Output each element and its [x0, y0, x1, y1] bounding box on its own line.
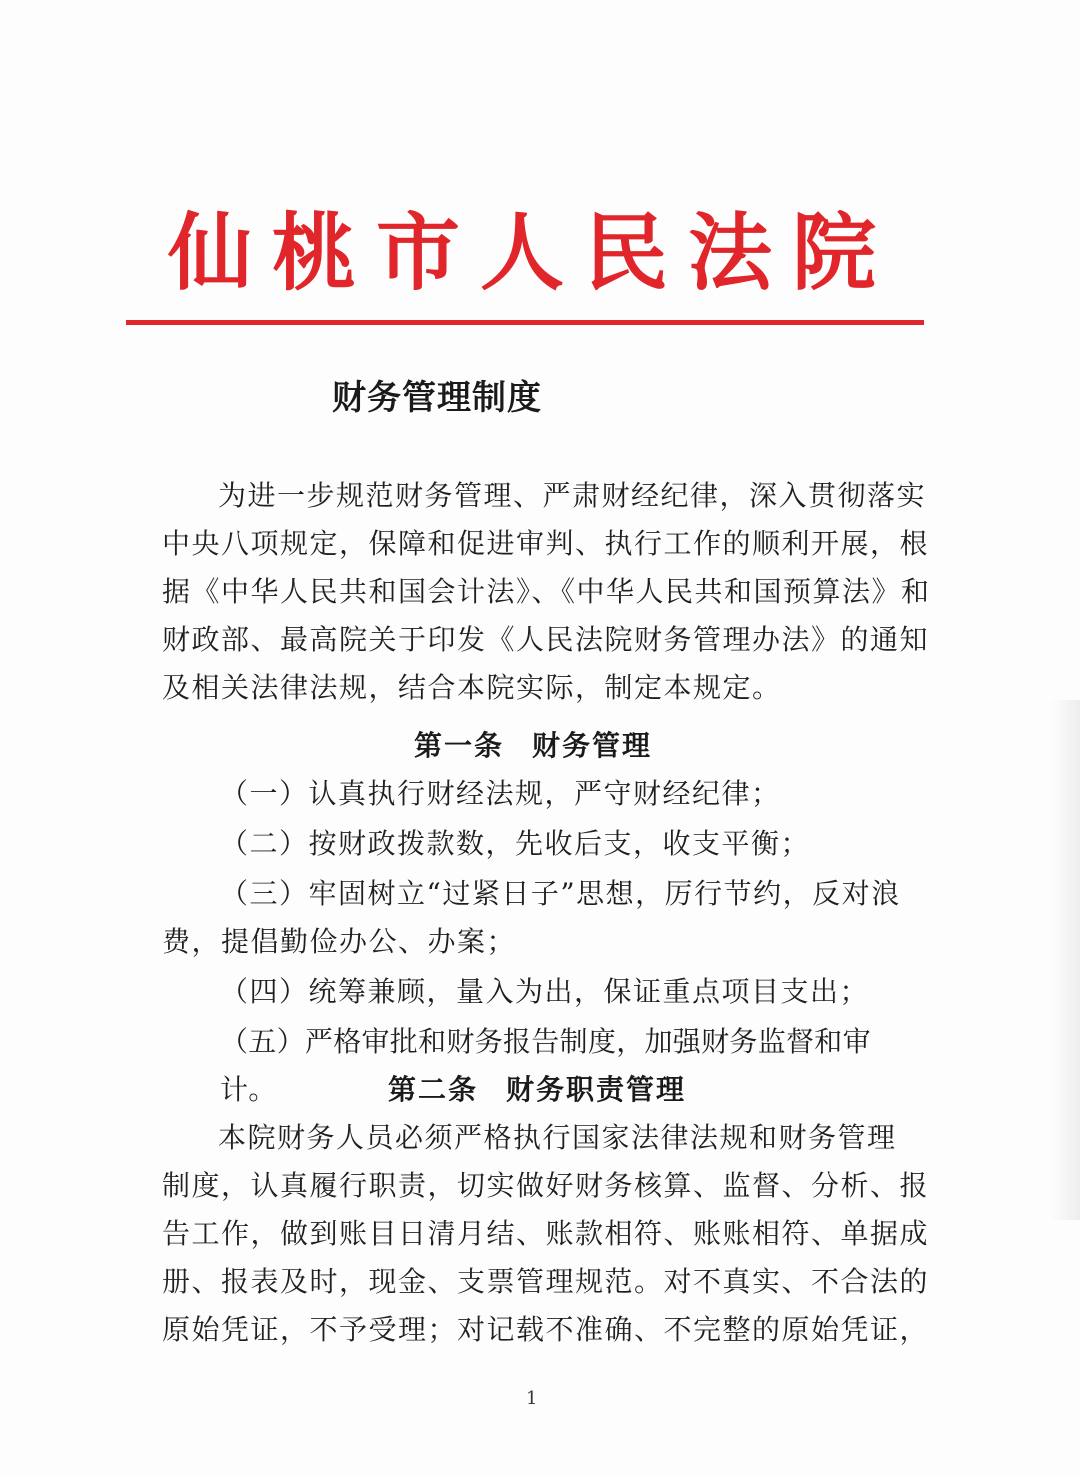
intro-paragraph — [162, 472, 931, 712]
article-2-number: 第二条 — [388, 1073, 479, 1106]
intro-line: 为进一步规范财务管理、严肃财经纪律，深入贯彻落实 — [218, 479, 927, 512]
intro-line: 中央八项规定，保障和促进审判、执行工作的顺利开展，根 — [162, 527, 930, 560]
intro-line: 据《中华人民共和国会计法》、《中华人民共和国预算法》和 — [162, 575, 931, 608]
article-1-item: （五）严格审批和财务报告制度，加强财务监督和审计。 — [220, 1025, 871, 1106]
article-2-title: 财务职责管理 — [506, 1073, 687, 1106]
article-2-line: 册、报表及时，现金、支票管理规范。对不真实、不合法的 — [162, 1265, 930, 1298]
article-1-item: （一）认真执行财经法规，严守财经纪律； — [220, 777, 781, 810]
article-2-heading — [388, 1068, 686, 1108]
article-1-title: 财务管理 — [532, 729, 653, 762]
article-2-paragraph — [162, 1114, 930, 1354]
article-1-item-continued: 费，提倡勤俭办公、办案； — [162, 925, 517, 958]
article-1-heading — [414, 724, 652, 764]
article-2-line: 告工作，做到账目日清月结、账款相符、账账相符、单据成 — [162, 1217, 930, 1250]
article-1-item: （二）按财政拨款数，先收后支，收支平衡； — [220, 827, 811, 860]
article-1-item: （四）统筹兼顾，量入为出，保证重点项目支出； — [220, 975, 870, 1008]
intro-line: 财政部、最高院关于印发《人民法院财务管理办法》的通知 — [162, 623, 930, 656]
document-title: 财务管理制度 — [332, 378, 542, 418]
article-1-item: （三）牢固树立“过紧日子”思想，厉行节约，反对浪 — [220, 877, 901, 910]
court-name-header: 仙桃市人民法院 — [168, 203, 897, 302]
article-2-line: 制度，认真履行职责，切实做好财务核算、监督、分析、报 — [162, 1169, 930, 1202]
article-1-number: 第一条 — [414, 729, 505, 762]
article-2-line: 原始凭证，不予受理；对记载不准确、不完整的原始凭证， — [162, 1313, 930, 1346]
scan-shadow — [1050, 700, 1080, 1220]
intro-line: 及相关法律法规，结合本院实际，制定本规定。 — [162, 671, 782, 704]
article-2-line: 本院财务人员必须严格执行国家法律法规和财务管理 — [218, 1121, 897, 1154]
page-number: 1 — [526, 1388, 538, 1409]
red-header-rule — [126, 320, 924, 325]
